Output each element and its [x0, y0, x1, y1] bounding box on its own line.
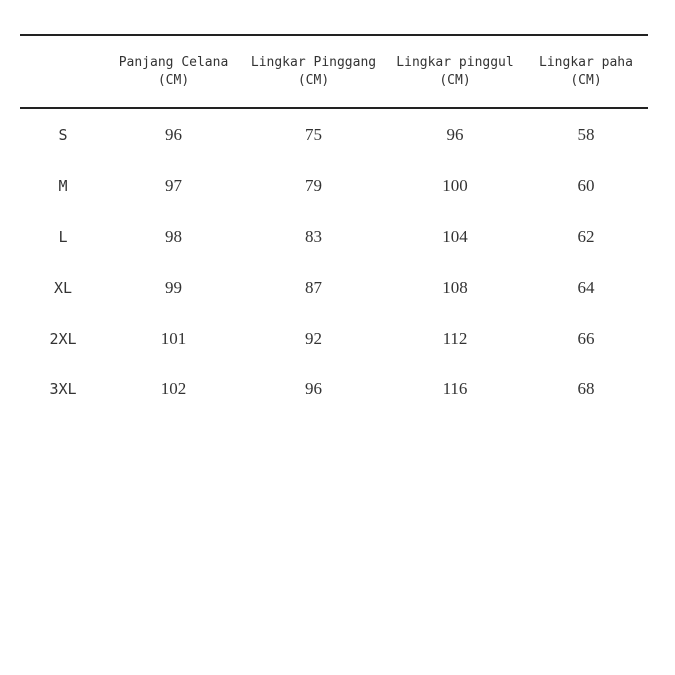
- size-cell: XL: [53, 278, 73, 297]
- lingkar-pinggul-cell: 116: [442, 379, 468, 399]
- size-cell: S: [58, 126, 68, 145]
- header-unit: (CM): [570, 72, 602, 88]
- lingkar-pinggul-cell: 104: [442, 226, 468, 246]
- header-lingkar-paha: [524, 54, 648, 90]
- lingkar-pinggang-cell: 83: [305, 226, 322, 246]
- panjang-celana-cell: 97: [165, 176, 182, 196]
- panjang-celana-cell: 99: [165, 277, 182, 297]
- panjang-celana-cell: 102: [160, 379, 187, 399]
- lingkar-pinggang-cell: 79: [305, 176, 322, 196]
- lingkar-pinggang-cell: 75: [305, 125, 322, 145]
- size-cell: 3XL: [49, 380, 77, 399]
- size-chart-table: [20, 34, 648, 415]
- header-lingkar-pinggang: [241, 54, 386, 90]
- size-cell: 2XL: [49, 329, 77, 348]
- header-panjang-celana: [106, 54, 241, 90]
- table-row: [20, 262, 648, 313]
- header-label: Lingkar paha: [539, 54, 633, 70]
- lingkar-paha-cell: 66: [577, 328, 595, 348]
- panjang-celana-cell: 96: [165, 125, 182, 145]
- lingkar-paha-cell: 64: [577, 277, 595, 297]
- table-row: [20, 313, 648, 364]
- table-row: [20, 161, 648, 212]
- lingkar-paha-cell: 68: [577, 379, 595, 399]
- lingkar-paha-cell: 58: [577, 125, 595, 145]
- panjang-celana-cell: 98: [165, 226, 182, 246]
- table-body: [20, 109, 648, 415]
- lingkar-pinggang-cell: 92: [305, 328, 322, 348]
- lingkar-pinggang-cell: 87: [305, 277, 322, 297]
- table-row: [20, 110, 648, 161]
- size-cell: M: [58, 177, 68, 196]
- table-row: [20, 212, 648, 263]
- size-cell: L: [58, 227, 68, 246]
- header-unit: (CM): [157, 72, 190, 88]
- header-label: Lingkar Pinggang: [250, 54, 377, 70]
- header-label: Panjang Celana: [118, 54, 229, 70]
- header-lingkar-pinggul: [386, 54, 524, 90]
- panjang-celana-cell: 101: [160, 328, 187, 348]
- header-unit: (CM): [297, 72, 330, 88]
- header-label: Lingkar pinggul: [396, 54, 514, 70]
- header-unit: (CM): [439, 72, 471, 88]
- table-header-row: [20, 36, 648, 107]
- lingkar-pinggul-cell: 108: [442, 277, 468, 297]
- lingkar-pinggang-cell: 96: [305, 379, 322, 399]
- lingkar-paha-cell: 62: [577, 226, 595, 246]
- table-row: [20, 364, 648, 415]
- lingkar-pinggul-cell: 112: [442, 328, 468, 348]
- lingkar-paha-cell: 60: [577, 176, 595, 196]
- lingkar-pinggul-cell: 100: [442, 176, 468, 196]
- lingkar-pinggul-cell: 96: [446, 125, 464, 145]
